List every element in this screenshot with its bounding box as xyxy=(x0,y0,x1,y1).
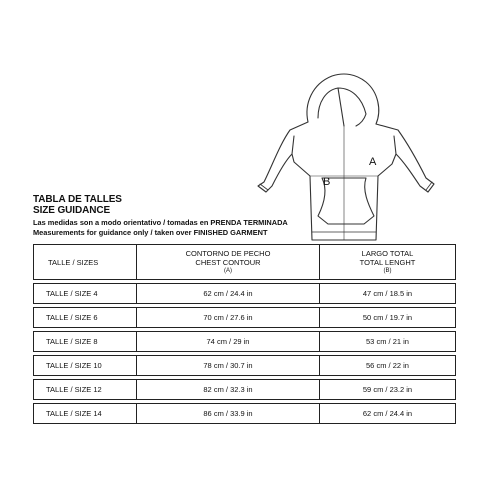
title-english: SIZE GUIDANCE xyxy=(33,205,111,216)
table-row xyxy=(34,404,456,424)
table-row xyxy=(34,284,456,304)
size-cell: TALLE / SIZE 6 xyxy=(34,308,137,328)
size-cell: TALLE / SIZE 10 xyxy=(34,356,137,376)
length-cell: 62 cm / 24.4 in xyxy=(320,404,456,424)
note-english: Measurements for guidance only / taken over FINISHED GARMENT xyxy=(33,228,268,237)
chest-cell: 74 cm / 29 in xyxy=(137,332,320,352)
chest-cell: 70 cm / 27.6 in xyxy=(137,308,320,328)
header-size: TALLE / SIZES xyxy=(34,245,137,280)
chest-cell: 78 cm / 30.7 in xyxy=(137,356,320,376)
table-header-row xyxy=(34,245,456,280)
chest-cell: 82 cm / 32.3 in xyxy=(137,380,320,400)
size-table xyxy=(33,244,456,424)
measurement-label-a: A xyxy=(369,156,377,168)
length-cell: 56 cm / 22 in xyxy=(320,356,456,376)
size-cell: TALLE / SIZE 12 xyxy=(34,380,137,400)
length-cell: 53 cm / 21 in xyxy=(320,332,456,352)
length-cell: 59 cm / 23.2 in xyxy=(320,380,456,400)
size-cell: TALLE / SIZE 14 xyxy=(34,404,137,424)
table-row xyxy=(34,356,456,376)
size-cell: TALLE / SIZE 8 xyxy=(34,332,137,352)
table-row xyxy=(34,308,456,328)
measurement-label-b: B xyxy=(323,176,331,188)
chest-cell: 62 cm / 24.4 in xyxy=(137,284,320,304)
header-length: LARGO TOTAL TOTAL LENGHT (B) xyxy=(320,245,456,280)
chest-cell: 86 cm / 33.9 in xyxy=(137,404,320,424)
size-cell: TALLE / SIZE 4 xyxy=(34,284,137,304)
intro-block xyxy=(33,194,453,238)
note-spanish: Las medidas son a modo orientativo / tomadas en PRENDA TERMINADA xyxy=(33,218,288,227)
table-row xyxy=(34,380,456,400)
length-cell: 47 cm / 18.5 in xyxy=(320,284,456,304)
table-row xyxy=(34,332,456,352)
header-chest: CONTORNO DE PECHO CHEST CONTOUR (A) xyxy=(137,245,320,280)
title-spanish: TABLA DE TALLES xyxy=(33,194,122,205)
length-cell: 50 cm / 19.7 in xyxy=(320,308,456,328)
